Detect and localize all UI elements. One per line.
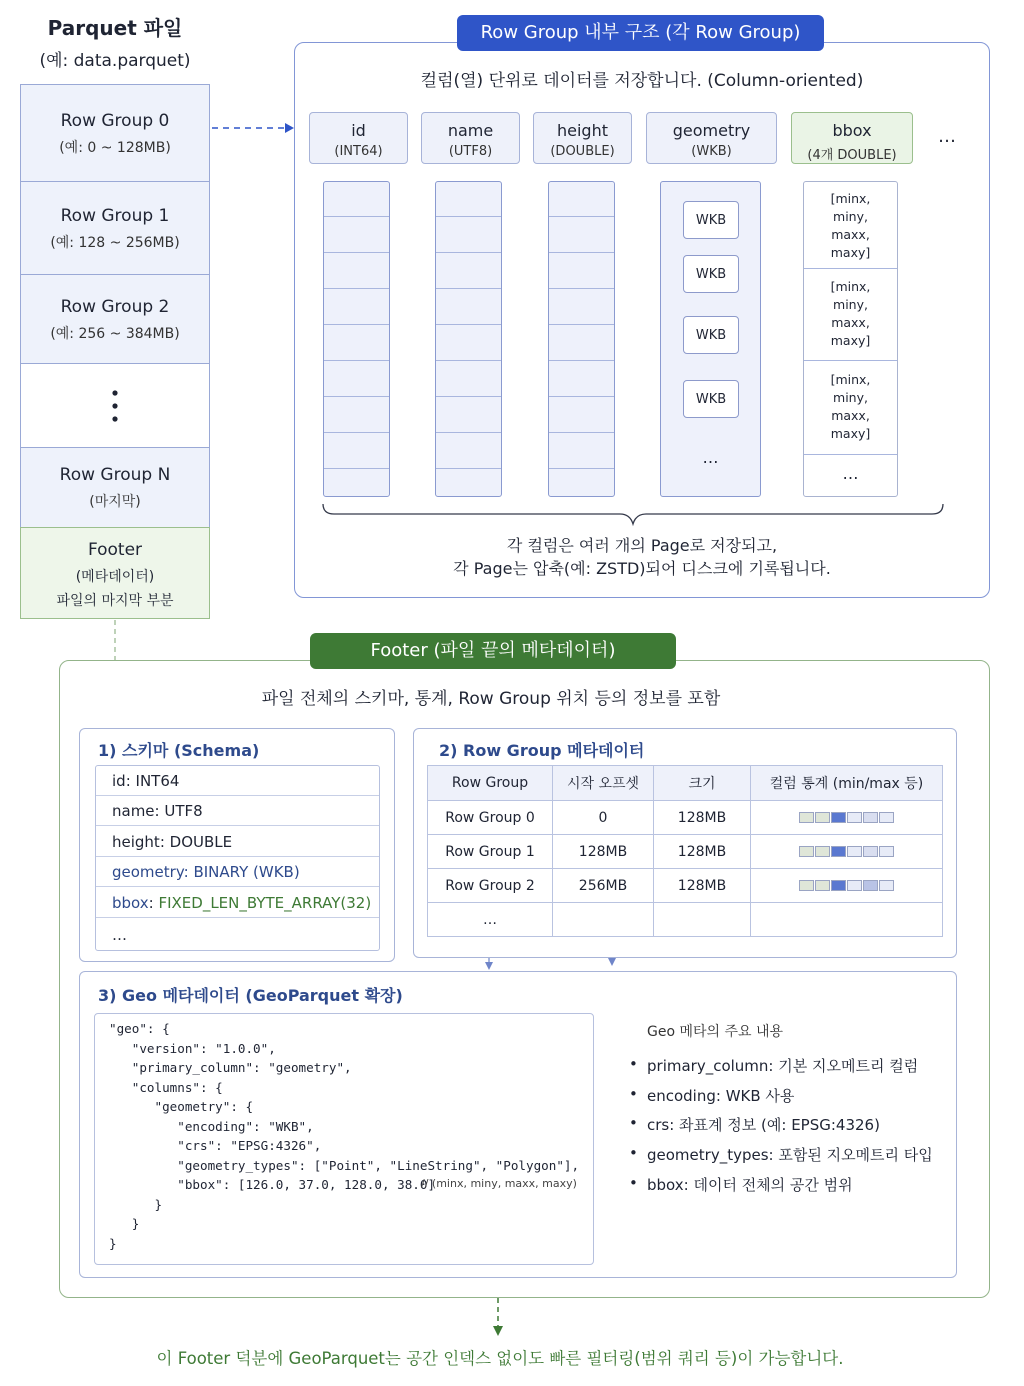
column-stats-icon	[751, 835, 943, 869]
table-header: 컬럼 통계 (min/max 등)	[751, 766, 943, 801]
geometry-ellipsis: …	[702, 448, 719, 467]
row-group-size: (예: 256 ~ 384MB)	[50, 326, 180, 342]
column-pages-geometry	[660, 181, 761, 497]
schema-field-bbox: bbox: FIXED_LEN_BYTE_ARRAY(32)	[96, 888, 379, 918]
table-header: Row Group	[428, 766, 553, 801]
column-type: (UTF8)	[448, 144, 493, 159]
file-subtitle: (예: data.parquet)	[39, 51, 191, 71]
geo-metadata-title: 3) Geo 메타데이터 (GeoParquet 확장)	[98, 986, 403, 1005]
column-type: (DOUBLE)	[550, 144, 615, 159]
row-group-structure-subtitle: 컬럼(열) 단위로 데이터를 저장합니다. (Column-oriented)	[420, 71, 864, 91]
row-group-title: Row Group 0	[60, 111, 170, 131]
geo-summary-item: • primary_column: 기본 지오메트리 컬럼	[632, 1055, 918, 1076]
geo-summary-item: • encoding: WKB 사용	[632, 1085, 794, 1106]
more-columns-ellipsis: …	[938, 126, 956, 147]
row-group-structure-badge: Row Group 내부 구조 (각 Row Group)	[457, 15, 824, 51]
schema-field-height: height: DOUBLE	[96, 827, 379, 857]
brace-icon	[320, 502, 946, 528]
schema-list	[95, 765, 380, 951]
column-type: (INT64)	[334, 144, 383, 159]
schema-title: 1) 스키마 (Schema)	[98, 741, 260, 760]
table-header: 시작 오프셋	[553, 766, 654, 801]
bbox-comment: // (minx, miny, maxx, maxy)	[421, 1177, 577, 1190]
column-header-bbox	[791, 112, 913, 164]
geo-summary-item: • bbox: 데이터 전체의 공간 범위	[632, 1174, 853, 1195]
column-name: bbox	[832, 121, 872, 140]
column-name: geometry	[672, 121, 751, 140]
column-stats-icon	[751, 869, 943, 903]
row-group-size: (예: 0 ~ 128MB)	[59, 140, 171, 156]
row-group-size: (예: 128 ~ 256MB)	[50, 235, 180, 251]
column-header-geometry	[646, 112, 777, 164]
row-group-title: Row Group 2	[60, 297, 170, 317]
column-name: id	[351, 121, 366, 140]
row-group-title: Row Group N	[59, 465, 171, 485]
wkb-page: WKB	[683, 201, 739, 239]
arrow-down-icon	[493, 1326, 503, 1336]
schema-field-geometry: geometry: BINARY (WKB)	[96, 857, 379, 887]
column-type: (4개 DOUBLE)	[807, 148, 897, 163]
column-name: height	[557, 121, 608, 140]
bbox-page: [minx, miny, maxx, maxy]	[830, 279, 871, 348]
geo-summary-item: • geometry_types: 포함된 지오메트리 타입	[632, 1144, 933, 1165]
column-pages-bbox	[803, 181, 898, 497]
arrow-right-icon	[285, 123, 294, 133]
wkb-page: WKB	[683, 380, 739, 418]
column-stats-icon	[751, 801, 943, 835]
bbox-ellipsis: …	[842, 464, 859, 483]
geo-json-code: "geo": { "version": "1.0.0", "primary_column": "geometry", "columns": { "geometry": { "encoding": "WKB", "crs": "EPSG:4326", "geometry_types": ["Point", "LineString", "Polygon"], "bbox": [126.0, 37.0, 128.0, 38.0] } } }	[109, 1021, 580, 1251]
pages-note-line2: 각 Page는 압축(예: ZSTD)되어 디스크에 기록됩니다.	[453, 559, 831, 578]
footer-block-title: Footer	[87, 540, 143, 560]
geo-summary-title: Geo 메타의 주요 내용	[647, 1024, 784, 1040]
geo-summary-item: • crs: 좌표계 정보 (예: EPSG:4326)	[632, 1114, 880, 1135]
geo-json-code-block	[94, 1013, 594, 1265]
row-group-metadata-title: 2) Row Group 메타데이터	[439, 741, 645, 760]
column-type: (WKB)	[691, 144, 732, 159]
wkb-page: WKB	[683, 316, 739, 354]
column-pages-name	[435, 181, 502, 497]
row-group-title: Row Group 1	[60, 206, 170, 226]
schema-field-name: name: UTF8	[96, 796, 379, 826]
column-header-height	[533, 112, 632, 164]
table-row: Row Group 2 256MB 128MB	[428, 869, 943, 903]
column-header-id	[309, 112, 408, 164]
footer-metadata-subtitle: 파일 전체의 스키마, 통계, Row Group 위치 등의 정보를 포함	[261, 689, 721, 709]
wkb-page: WKB	[683, 255, 739, 293]
column-pages-id	[323, 181, 390, 497]
table-row: Row Group 1 128MB 128MB	[428, 835, 943, 869]
table-row: Row Group 0 0 128MB	[428, 801, 943, 835]
row-group-metadata-table	[427, 765, 943, 937]
schema-field-id: id: INT64	[96, 766, 379, 796]
bbox-page: [minx, miny, maxx, maxy]	[830, 372, 871, 441]
row-group-size: (마지막)	[89, 494, 141, 510]
footer-block-line2: 파일의 마지막 부분	[56, 593, 174, 609]
footer-metadata-badge: Footer (파일 끝의 메타데이터)	[310, 633, 676, 669]
bbox-page: [minx, miny, maxx, maxy]	[830, 191, 871, 260]
column-pages-height	[548, 181, 615, 497]
bottom-note: 이 Footer 덕분에 GeoParquet는 공간 인덱스 없이도 빠른 필터링(범위 쿼리 등)이 가능합니다.	[156, 1349, 844, 1368]
footer-block-line1: (메타데이터)	[75, 569, 155, 585]
column-name: name	[447, 121, 494, 140]
column-header-name	[421, 112, 520, 164]
table-row: …	[428, 903, 943, 937]
file-title: Parquet 파일	[47, 16, 183, 40]
pages-note-line1: 각 컬럼은 여러 개의 Page로 저장되고,	[506, 536, 778, 555]
schema-more: …	[112, 926, 127, 944]
table-header: 크기	[654, 766, 751, 801]
